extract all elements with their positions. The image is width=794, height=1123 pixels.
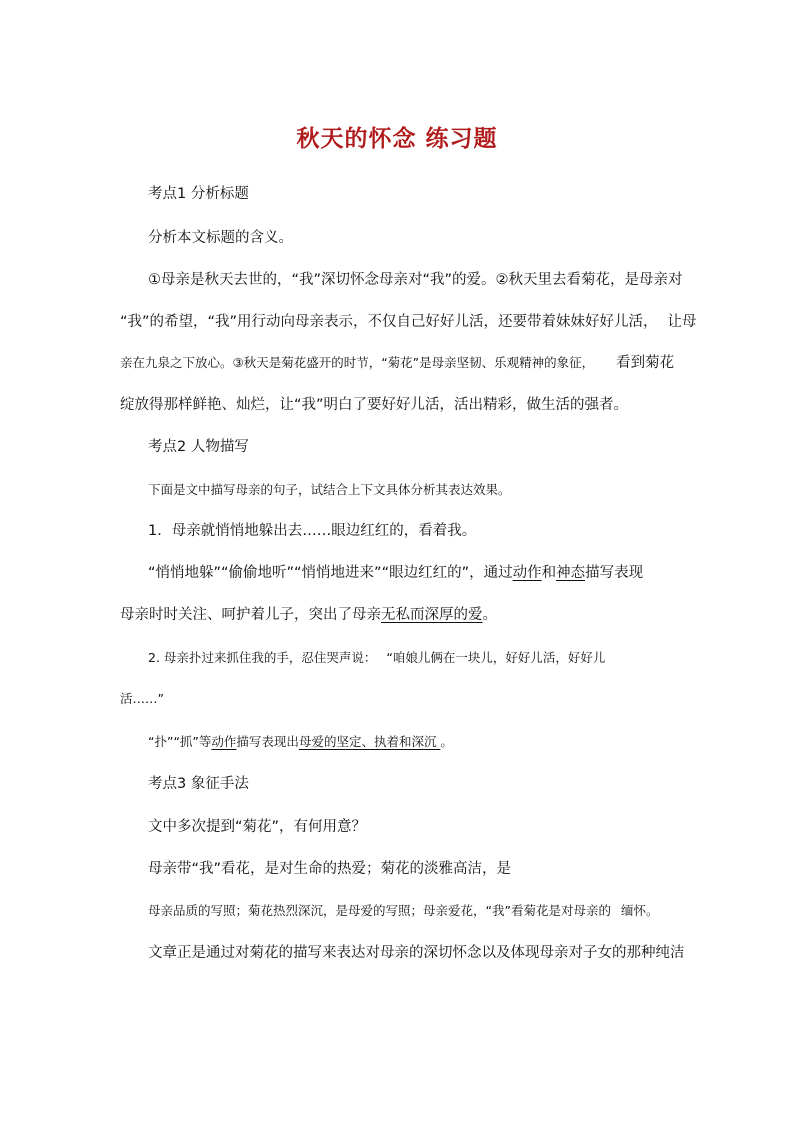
answer-3-line-3: 文章正是通过对菊花的描写来表达对母亲的深切怀念以及体现母亲对子女的那种纯洁	[148, 945, 685, 961]
answer-1-line-3-end: 看到菊花	[616, 355, 675, 371]
item-2-answer-text-c: 。	[440, 734, 453, 749]
item-1-answer-line-1	[148, 563, 643, 583]
item-1-answer-text-a: “悄悄地躲”“偷偷地听”“悄悄地进来”“眼边红红的”，通过	[148, 565, 513, 581]
item-1-answer-text-b: 和	[541, 565, 557, 581]
item-1-answer-line-2	[120, 605, 497, 625]
page-title: 秋天的怀念 练习题	[296, 125, 498, 152]
underlined-action: 动作	[512, 565, 542, 581]
item-2-continuation: 活……”	[120, 691, 164, 706]
underlined-love: 无私而深厚的爱	[381, 607, 483, 623]
section-heading-1: 考点1 分析标题	[148, 186, 249, 202]
answer-1-line-3-text: 亲在九泉之下放心。③秋天是菊花盛开的时节，“菊花”是母亲坚韧、乐观精神的象征，	[120, 355, 595, 370]
item-1-answer2-text-b: 。	[482, 607, 497, 623]
answer-3-line-2-text: 母亲品质的写照；菊花热烈深沉，是母爱的写照；母亲爱花，“我”看菊花是对母亲的	[148, 903, 611, 918]
underlined-action-2: 动作	[211, 734, 237, 749]
item-2-quote: “咱娘儿俩在一块儿，好好儿活，好好儿	[386, 650, 606, 665]
answer-1-line-2	[120, 312, 697, 332]
question-2: 下面是文中描写母亲的句子，试结合上下文具体分析其表达效果。	[148, 482, 511, 497]
question-3: 文中多次提到“菊花”，有何用意？	[148, 819, 367, 835]
section-heading-2: 考点2 人物描写	[148, 439, 249, 455]
item-1-answer2-text-a: 母亲时时关注、呵护着儿子，突出了母亲	[120, 607, 381, 623]
answer-3-line-2-end: 缅怀。	[620, 903, 659, 918]
answer-1-line-2-end: 让母	[667, 314, 697, 330]
item-2-answer	[148, 732, 453, 752]
item-2-text-a: 2. 母亲扑过来抓住我的手，忍住哭声说：	[148, 650, 377, 665]
answer-1-line-3	[120, 353, 674, 373]
item-2	[148, 648, 605, 668]
item-1-answer-text-c: 描写表现	[585, 565, 644, 581]
section-heading-3: 考点3 象征手法	[148, 776, 249, 792]
answer-1-line-1: ①母亲是秋天去世的，“我”深切怀念母亲对“我”的爱。②秋天里去看菊花，是母亲对	[148, 272, 683, 288]
answer-1-line-2-text: “我”的希望，“我”用行动向母亲表示，不仅自己好好儿活，还要带着妹妹好好儿活，	[120, 314, 658, 330]
question-1: 分析本文标题的含义。	[148, 230, 293, 246]
answer-1-line-4: 绽放得那样鲜艳、灿烂，让“我”明白了要好好儿活，活出精彩，做生活的强者。	[120, 397, 629, 413]
underlined-maternal-love: 母爱的坚定、执着和深沉	[298, 734, 441, 749]
item-2-answer-text-a: “扑”“抓”等	[148, 734, 212, 749]
underlined-expression: 神态	[556, 565, 586, 581]
answer-3-line-2	[148, 901, 658, 921]
answer-3-line-1: 母亲带“我”看花，是对生命的热爱；菊花的淡雅高洁，是	[148, 861, 512, 877]
item-2-answer-text-b: 描写表现出	[236, 734, 299, 749]
item-1: 1．母亲就悄悄地躲出去……眼边红红的，看着我。	[148, 523, 477, 539]
